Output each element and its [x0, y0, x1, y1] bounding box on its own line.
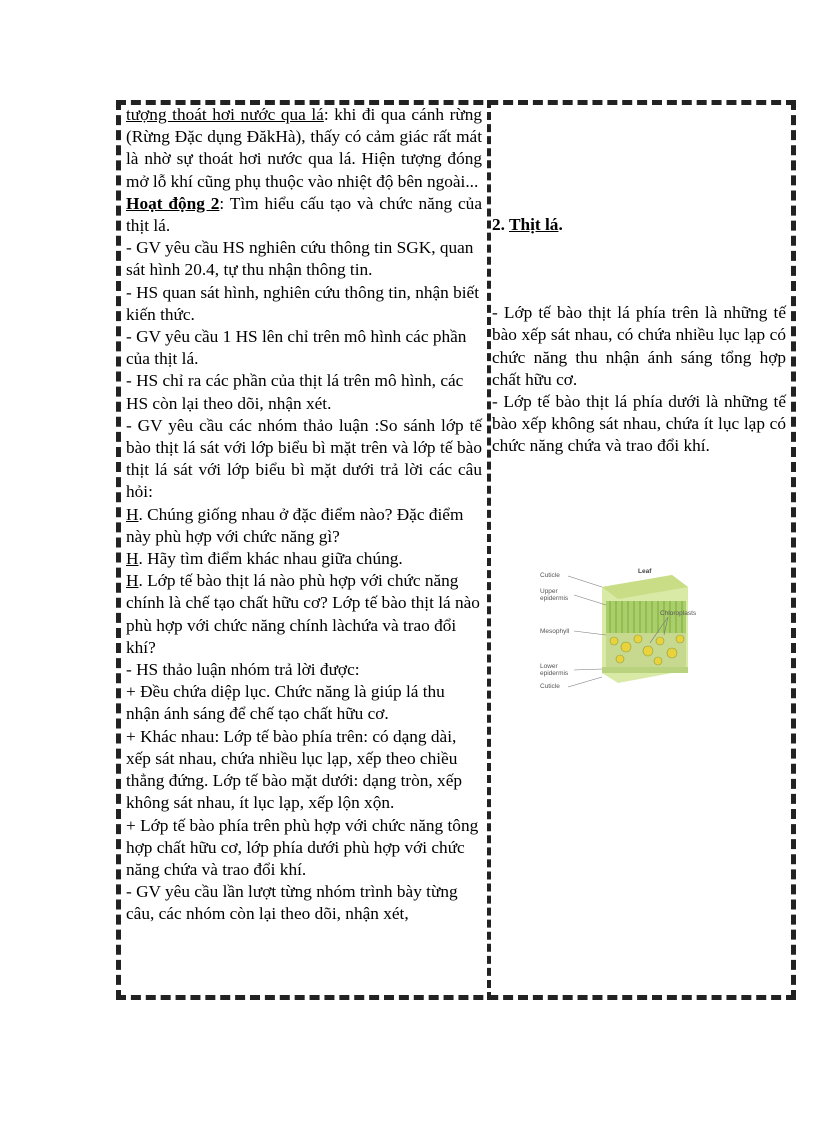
question-2-text: . Hãy tìm điểm khác nhau giữa chúng.: [138, 549, 403, 569]
question-1-text: . Chúng giống nhau ở đặc điểm nào? Đặc điểm này phù hợp với chức năng gì?: [126, 504, 464, 546]
question-mark: H: [126, 549, 139, 569]
right-spacer-top: [492, 104, 786, 214]
right-column: [492, 104, 786, 458]
paragraph-2: - HS quan sát hình, nghiên cứu thông tin, nhận biết kiến thức.: [126, 282, 480, 324]
left-column: [126, 104, 482, 926]
question-3-text: . Lớp tế bào thịt lá nào phù hợp với chức năng chính là chế tạo chất hữu cơ? Lớp tế bào thịt lá nào phù hợp với chức năng chính làchứa và trao đổi khí?: [126, 571, 480, 657]
intro-paragraph: [126, 104, 482, 193]
label-mesophyll: Mesophyll: [540, 628, 570, 635]
section-title-end: .: [558, 215, 563, 234]
right-spacer-mid: [492, 236, 786, 302]
label-chloroplasts: Chloroplasts: [660, 610, 697, 617]
paragraph-8: + Khác nhau: Lớp tế bào phía trên: có dạng dài, xếp sát nhau, chứa nhiều lục lạp, xếp theo chiều thẳng đứng. Lớp tế bào mặt dưới: dạng tròn, xếp không sát nhau, ít lục lạp, xếp lộn xộn.: [126, 726, 463, 813]
leaf-cross-section-image: [540, 565, 700, 695]
section-number: 2.: [492, 215, 509, 234]
right-paragraph-2: - Lớp tế bào thịt lá phía dưới là những tế bào xếp không sát nhau, chứa ít lục lạp có chức năng chứa và trao đổi khí.: [492, 392, 786, 456]
column-divider: [487, 100, 491, 1000]
label-upper-2: epidermis: [540, 595, 569, 602]
question-1: [126, 504, 482, 548]
section-heading: [492, 214, 786, 236]
question-3: [126, 570, 482, 659]
intro-underlined: tượng thoát hơi nước qua lá: [126, 105, 324, 124]
label-leaf: Leaf: [638, 568, 652, 575]
paragraph-10: - GV yêu cầu lần lượt từng nhóm trình bày từng câu, các nhóm còn lại theo dõi, nhận xét,: [126, 882, 458, 924]
question-2: [126, 548, 482, 570]
label-upper-1: Upper: [540, 588, 558, 595]
activity-label: Hoạt động 2: [126, 193, 220, 213]
intro-text: : khi đi qua cánh rừng (Rừng Đặc dụng ĐăkHà), thấy có cảm giác rất mát là nhờ sự thoát hơi nước qua lá. Hiện tượng đóng mở lỗ khí cũng phụ thuộc vào nhiệt độ bên ngoài...: [126, 105, 482, 191]
paragraph-9: + Lớp tế bào phía trên phù hợp với chức năng tông hợp chất hữu cơ, lớp phía dưới phù hợp với chức năng chứa và trao đổi khí.: [126, 815, 479, 879]
paragraph-6: - HS thảo luận nhóm trả lời được:: [126, 660, 360, 680]
activity-text: : Tìm hiểu cấu tạo và chức năng của thịt lá.: [126, 193, 482, 236]
label-cuticle-top: Cuticle: [540, 572, 560, 579]
right-paragraph-1: - Lớp tế bào thịt lá phía trên là những tế bào xếp sát nhau, có chứa nhiều lục lạp có chức năng thu nhận ánh sáng tổng hợp chất hữu cơ.: [492, 303, 786, 389]
label-lower-1: Lower: [540, 663, 558, 670]
paragraph-1: - GV yêu cầu HS nghiên cứu thông tin SGK, quan sát hình 20.4, tự thu nhận thông tin.: [126, 238, 474, 280]
label-lower-2: epidermis: [540, 670, 569, 677]
paragraph-3: - GV yêu cầu 1 HS lên chỉ trên mô hình các phần của thịt lá.: [126, 327, 467, 369]
question-mark: H: [126, 571, 139, 591]
paragraph-5: - GV yêu cầu các nhóm thảo luận :So sánh lớp tế bào thịt lá sát với lớp biểu bì mặt trên và lớp tế bào thịt lá sát với lớp biểu bì mặt dưới trả lời các câu hỏi:: [126, 415, 482, 502]
label-cuticle-bottom: Cuticle: [540, 683, 560, 690]
paragraph-4: - HS chỉ ra các phần của thịt lá trên mô hình, các HS còn lại theo dõi, nhận xét.: [126, 371, 464, 413]
paragraph-7: + Đều chứa diệp lục. Chức năng là giúp lá thu nhận ánh sáng để chế tạo chất hữu cơ.: [126, 682, 445, 724]
section-title: Thịt lá: [508, 215, 559, 234]
activity-heading: [126, 193, 482, 237]
question-mark: H: [126, 504, 139, 524]
